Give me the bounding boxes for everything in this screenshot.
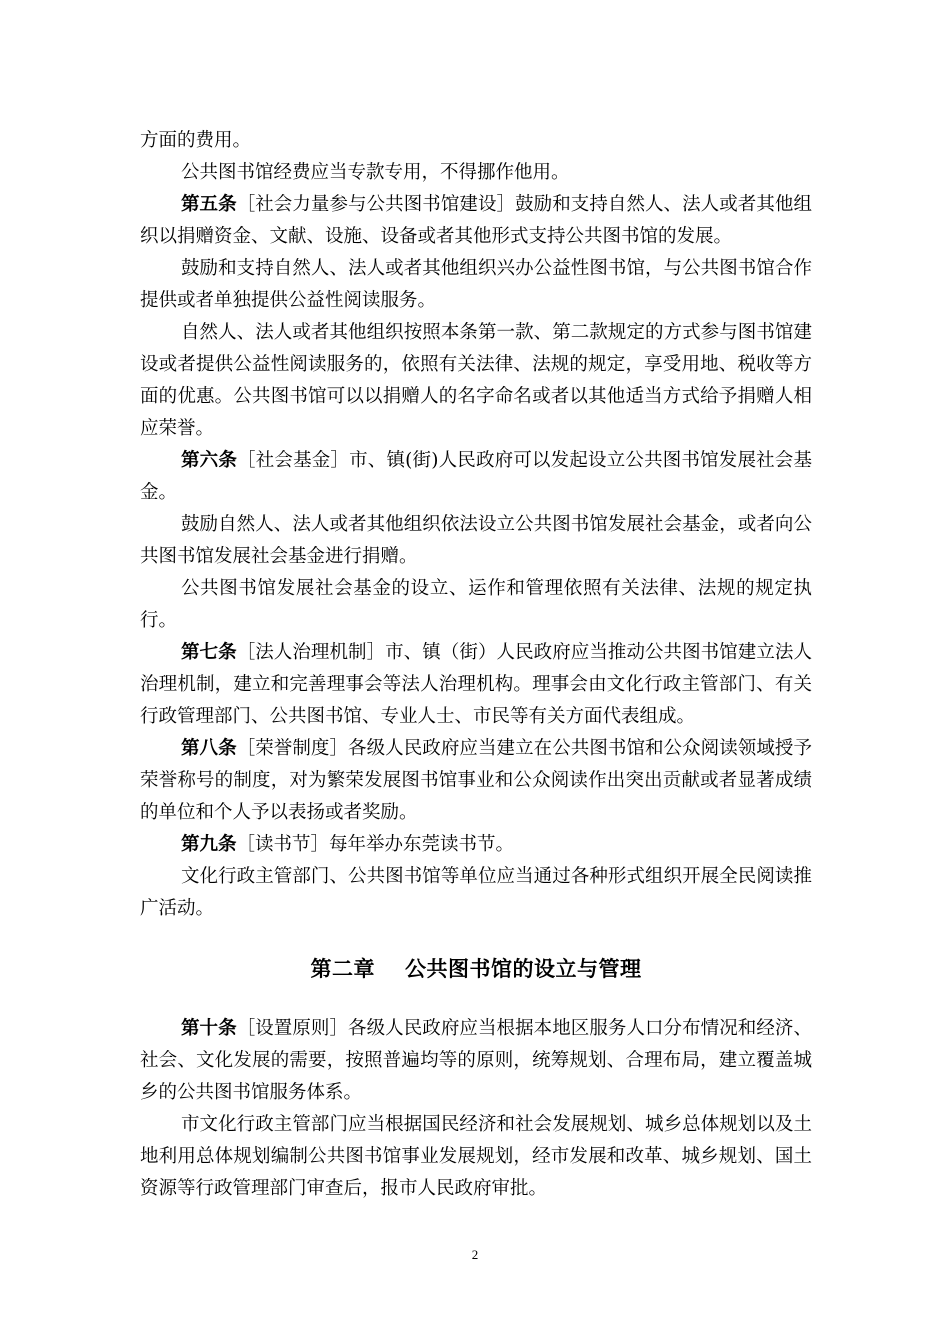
article-number: 第五条 [181, 194, 237, 215]
paragraph-text: ［社会力量参与公共图书馆建设］鼓励和支持自然人、法人或者其他组织以捐赠资金、文献、设施、设备或者其他形式支持公共图书馆的发展。 [140, 194, 812, 247]
article-section-top [140, 125, 812, 925]
article-number: 第七条 [181, 642, 237, 663]
body-paragraph [140, 317, 812, 445]
paragraph-text: 鼓励和支持自然人、法人或者其他组织兴办公益性图书馆，与公共图书馆合作提供或者单独提供公益性阅读服务。 [140, 258, 812, 311]
paragraph-text: ［法人治理机制］市、镇（街）人民政府应当推动公共图书馆建立法人治理机制，建立和完善理事会等法人治理机构。理事会由文化行政主管部门、有关行政管理部门、公共图书馆、专业人士、市民等有关方面代表组成。 [140, 642, 812, 727]
article-number: 第十条 [181, 1018, 237, 1039]
paragraph-text: 自然人、法人或者其他组织按照本条第一款、第二款规定的方式参与图书馆建设或者提供公益性阅读服务的，依照有关法律、法规的规定，享受用地、税收等方面的优惠。公共图书馆可以以捐赠人的名字命名或者以其他适当方式给予捐赠人相应荣誉。 [140, 322, 812, 439]
body-paragraph [140, 157, 812, 189]
chapter-title-text: 公共图书馆的设立与管理 [405, 957, 642, 981]
article-paragraph [140, 733, 812, 829]
body-paragraph [140, 253, 812, 317]
article-number: 第九条 [181, 834, 237, 855]
body-paragraph [140, 125, 812, 157]
body-paragraph [140, 573, 812, 637]
body-paragraph [140, 1109, 812, 1205]
article-paragraph [140, 445, 812, 509]
chapter-number: 第二章 [310, 957, 375, 981]
body-paragraph [140, 509, 812, 573]
page-number: 2 [471, 1247, 479, 1262]
article-paragraph [140, 1013, 812, 1109]
paragraph-text: 方面的费用。 [140, 130, 252, 151]
article-paragraph [140, 189, 812, 253]
paragraph-text: 文化行政主管部门、公共图书馆等单位应当通过各种形式组织开展全民阅读推广活动。 [140, 866, 812, 919]
article-number: 第六条 [181, 450, 238, 471]
article-number: 第八条 [181, 738, 237, 759]
paragraph-text: ［荣誉制度］各级人民政府应当建立在公共图书馆和公众阅读领域授予荣誉称号的制度，对为繁荣发展图书馆事业和公众阅读作出突出贡献或者显著成绩的单位和个人予以表扬或者奖励。 [140, 738, 812, 823]
document-page [140, 125, 812, 1205]
article-paragraph [140, 637, 812, 733]
article-section-bottom [140, 1013, 812, 1205]
article-paragraph [140, 829, 812, 861]
paragraph-text: ［社会基金］市、镇(街)人民政府可以发起设立公共图书馆发展社会基金。 [140, 450, 812, 503]
body-paragraph [140, 861, 812, 925]
paragraph-text: 市文化行政主管部门应当根据国民经济和社会发展规划、城乡总体规划以及土地利用总体规划编制公共图书馆事业发展规划，经市发展和改革、城乡规划、国土资源等行政管理部门审查后，报市人民政府审批。 [140, 1114, 812, 1199]
chapter-heading [140, 949, 812, 989]
paragraph-text: 公共图书馆经费应当专款专用，不得挪作他用。 [181, 162, 570, 183]
paragraph-text: ［设置原则］各级人民政府应当根据本地区服务人口分布情况和经济、社会、文化发展的需要，按照普遍均等的原则，统筹规划、合理布局，建立覆盖城乡的公共图书馆服务体系。 [140, 1018, 812, 1103]
paragraph-text: ［读书节］每年举办东莞读书节。 [236, 834, 515, 855]
paragraph-text: 公共图书馆发展社会基金的设立、运作和管理依照有关法律、法规的规定执行。 [140, 578, 812, 631]
paragraph-text: 鼓励自然人、法人或者其他组织依法设立公共图书馆发展社会基金，或者向公共图书馆发展社会基金进行捐赠。 [140, 514, 812, 567]
